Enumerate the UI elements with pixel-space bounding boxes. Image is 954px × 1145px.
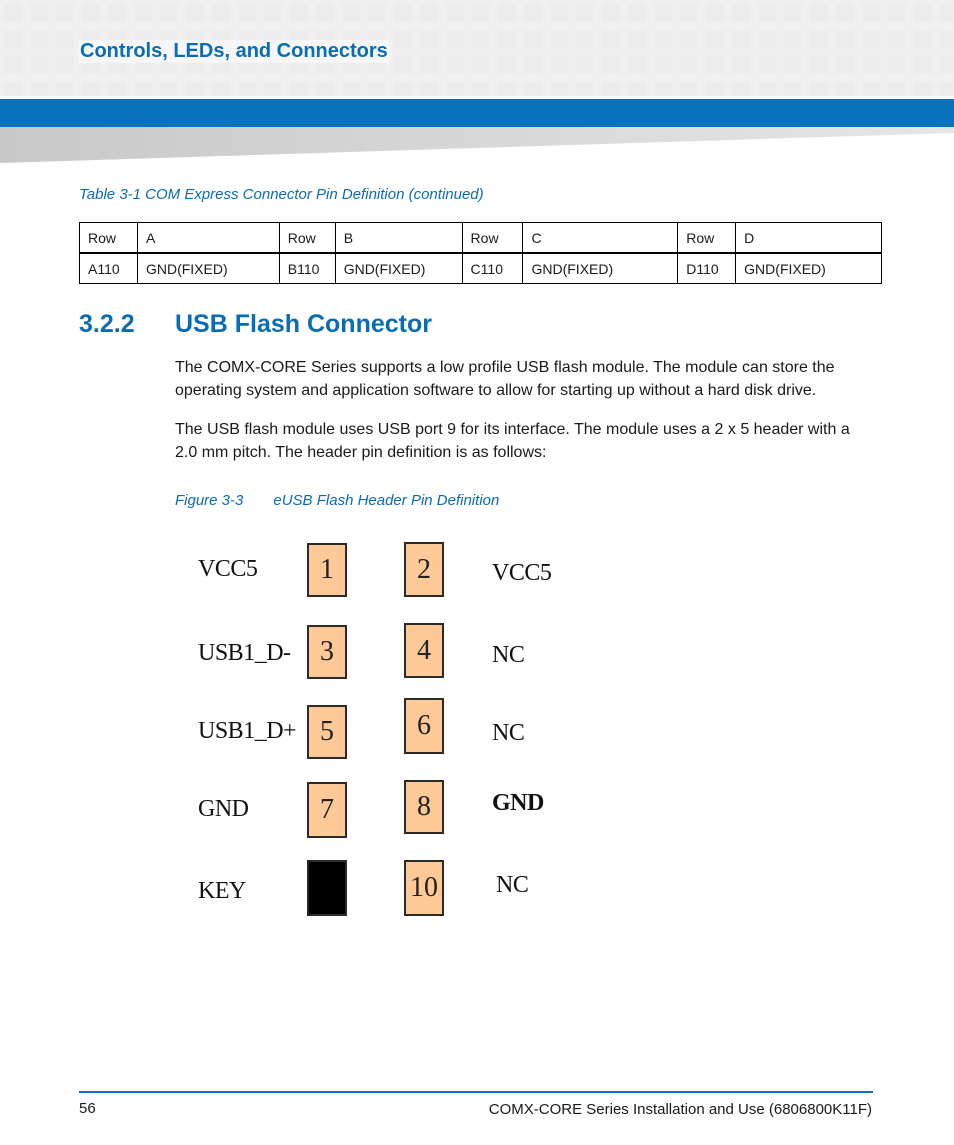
table-cell: B110 bbox=[279, 253, 335, 284]
header-pattern-square bbox=[524, 4, 542, 22]
pin-8: 8 bbox=[404, 780, 444, 834]
header-pattern-square bbox=[394, 4, 412, 22]
header-pattern-square bbox=[914, 56, 932, 74]
table-caption: Table 3-1 COM Express Connector Pin Definition (continued) bbox=[79, 186, 484, 203]
header-pattern-square bbox=[654, 4, 672, 22]
table-cell: GND(FIXED) bbox=[137, 253, 279, 284]
header-pattern-square bbox=[810, 30, 828, 48]
left-signal-label: KEY bbox=[198, 878, 246, 904]
header-pattern-square bbox=[888, 82, 906, 96]
header-pattern-square bbox=[758, 82, 776, 96]
header-pattern-square bbox=[56, 30, 74, 48]
header-pattern-square bbox=[732, 4, 750, 22]
header-pattern-square bbox=[862, 56, 880, 74]
header-pattern-square bbox=[602, 4, 620, 22]
header-pattern-square bbox=[628, 30, 646, 48]
header-pattern-square bbox=[446, 56, 464, 74]
table-row bbox=[80, 253, 882, 284]
header-pattern-square bbox=[680, 56, 698, 74]
header-pattern-square bbox=[368, 82, 386, 96]
pin-definition-table bbox=[79, 222, 882, 284]
header-pattern-square bbox=[888, 30, 906, 48]
right-signal-label: NC bbox=[492, 642, 525, 668]
header-pattern-square bbox=[784, 30, 802, 48]
header-pattern-square bbox=[654, 56, 672, 74]
header-pattern-square bbox=[30, 4, 48, 22]
header-pattern-square bbox=[446, 30, 464, 48]
header-pattern-square bbox=[394, 82, 412, 96]
key-pin bbox=[307, 860, 347, 916]
header-blue-band bbox=[0, 99, 954, 127]
header-pattern-square bbox=[836, 56, 854, 74]
header-pattern-square bbox=[30, 56, 48, 74]
right-signal-label: GND bbox=[492, 790, 544, 816]
figure-title: eUSB Flash Header Pin Definition bbox=[273, 492, 500, 509]
header-pattern-square bbox=[498, 56, 516, 74]
header-pattern-square bbox=[758, 4, 776, 22]
pin-6: 6 bbox=[404, 698, 444, 754]
column-header: Row bbox=[462, 223, 523, 254]
header-pattern-square bbox=[264, 82, 282, 96]
header-pattern-square bbox=[420, 56, 438, 74]
left-signal-label: GND bbox=[198, 796, 249, 822]
section-number: 3.2.2 bbox=[79, 310, 135, 338]
header-pattern-square bbox=[914, 4, 932, 22]
header-pattern-square bbox=[420, 82, 438, 96]
header-pattern-square bbox=[550, 56, 568, 74]
header-pattern-square bbox=[680, 82, 698, 96]
header-pattern-square bbox=[446, 4, 464, 22]
column-header: Row bbox=[80, 223, 138, 254]
header-pattern-square bbox=[576, 4, 594, 22]
header-pattern-square bbox=[654, 30, 672, 48]
header-pattern-square bbox=[394, 30, 412, 48]
column-header: D bbox=[736, 223, 882, 254]
header-pattern-square bbox=[342, 4, 360, 22]
section-title: USB Flash Connector bbox=[175, 310, 432, 338]
table-header-row bbox=[80, 223, 882, 254]
header-pattern-square bbox=[654, 82, 672, 96]
header-pattern-square bbox=[810, 82, 828, 96]
header-pattern-square bbox=[472, 4, 490, 22]
header-pattern-square bbox=[108, 4, 126, 22]
header-pattern-square bbox=[290, 82, 308, 96]
page-number: 56 bbox=[79, 1100, 96, 1117]
column-header: A bbox=[137, 223, 279, 254]
header-pattern-square bbox=[524, 56, 542, 74]
header-pattern-square bbox=[316, 4, 334, 22]
pin-10: 10 bbox=[404, 860, 444, 916]
header-pattern-square bbox=[160, 4, 178, 22]
pin-header-diagram bbox=[180, 530, 580, 930]
header-pattern-square bbox=[602, 82, 620, 96]
header-pattern-square bbox=[264, 4, 282, 22]
header-pattern-square bbox=[316, 82, 334, 96]
table-cell: GND(FIXED) bbox=[335, 253, 462, 284]
header-pattern-square bbox=[758, 30, 776, 48]
header-pattern-square bbox=[732, 56, 750, 74]
header-gray-wedge bbox=[0, 127, 954, 167]
header-pattern-square bbox=[706, 30, 724, 48]
header-pattern-square bbox=[342, 82, 360, 96]
left-signal-label: VCC5 bbox=[198, 556, 258, 582]
header-pattern-square bbox=[186, 4, 204, 22]
header-pattern-square bbox=[810, 4, 828, 22]
table-cell: GND(FIXED) bbox=[523, 253, 678, 284]
header-pattern-square bbox=[732, 82, 750, 96]
header-pattern-square bbox=[550, 4, 568, 22]
header-pattern-square bbox=[472, 56, 490, 74]
header-pattern-square bbox=[576, 56, 594, 74]
figure-label: Figure 3-3 bbox=[175, 492, 244, 509]
paragraph-1: The COMX-CORE Series supports a low profile USB flash module. The module can store the operating system and application software to allow for starting up without a hard disk drive. bbox=[175, 359, 835, 399]
header-pattern-square bbox=[550, 30, 568, 48]
header-pattern-square bbox=[628, 4, 646, 22]
header-pattern-square bbox=[836, 82, 854, 96]
header-pattern-square bbox=[498, 30, 516, 48]
left-signal-label: USB1_D- bbox=[198, 640, 291, 666]
header-pattern-square bbox=[82, 4, 100, 22]
header-pattern-square bbox=[56, 56, 74, 74]
document-title: COMX-CORE Series Installation and Use (6806800K11F) bbox=[488, 1101, 872, 1118]
header-pattern-square bbox=[524, 82, 542, 96]
header-pattern-square bbox=[186, 82, 204, 96]
header-pattern-square bbox=[940, 82, 954, 96]
header-pattern-square bbox=[680, 4, 698, 22]
table-cell: C110 bbox=[462, 253, 523, 284]
paragraph-2: The USB flash module uses USB port 9 for its interface. The module uses a 2 x 5 header with a 2.0 mm pitch. The header pin definition is as follows: bbox=[175, 421, 850, 461]
header-pattern-square bbox=[628, 82, 646, 96]
header-pattern-square bbox=[472, 82, 490, 96]
table-cell: GND(FIXED) bbox=[736, 253, 882, 284]
header-pattern-square bbox=[732, 30, 750, 48]
header-pattern-square bbox=[134, 4, 152, 22]
footer-rule bbox=[79, 1091, 873, 1093]
header-pattern-square bbox=[914, 82, 932, 96]
pin-4: 4 bbox=[404, 623, 444, 678]
header-pattern-square bbox=[862, 30, 880, 48]
table-cell: D110 bbox=[678, 253, 736, 284]
header-pattern-square bbox=[784, 82, 802, 96]
header-pattern-square bbox=[238, 4, 256, 22]
header-pattern-square bbox=[602, 56, 620, 74]
header-pattern-square bbox=[56, 82, 74, 96]
pin-1: 1 bbox=[307, 543, 347, 597]
header-pattern-square bbox=[784, 4, 802, 22]
header-pattern-square bbox=[862, 4, 880, 22]
header-pattern-square bbox=[784, 56, 802, 74]
header-pattern-square bbox=[238, 82, 256, 96]
column-header: Row bbox=[678, 223, 736, 254]
header-pattern-square bbox=[836, 4, 854, 22]
header-pattern-square bbox=[706, 82, 724, 96]
header-pattern-square bbox=[758, 56, 776, 74]
header-pattern-square bbox=[30, 30, 48, 48]
header-pattern-square bbox=[940, 56, 954, 74]
header-pattern-square bbox=[940, 30, 954, 48]
right-signal-label: VCC5 bbox=[492, 560, 552, 586]
header-pattern-square bbox=[368, 4, 386, 22]
header-pattern-square bbox=[862, 82, 880, 96]
header-pattern-square bbox=[472, 30, 490, 48]
header-pattern-square bbox=[524, 30, 542, 48]
header-pattern-square bbox=[706, 56, 724, 74]
header-pattern-square bbox=[394, 56, 412, 74]
header-pattern-square bbox=[576, 30, 594, 48]
header-pattern-square bbox=[56, 4, 74, 22]
header-pattern-square bbox=[30, 82, 48, 96]
header-pattern-square bbox=[212, 82, 230, 96]
header-pattern-square bbox=[82, 82, 100, 96]
header-pattern-square bbox=[940, 4, 954, 22]
header-pattern-square bbox=[498, 4, 516, 22]
header-pattern-square bbox=[498, 82, 516, 96]
header-pattern-square bbox=[836, 30, 854, 48]
header-pattern-square bbox=[4, 82, 22, 96]
header-pattern-square bbox=[628, 56, 646, 74]
header-pattern-square bbox=[134, 82, 152, 96]
column-header: C bbox=[523, 223, 678, 254]
header-pattern-square bbox=[212, 4, 230, 22]
header-pattern-square bbox=[420, 4, 438, 22]
table-cell: A110 bbox=[80, 253, 138, 284]
figure-caption bbox=[175, 492, 499, 509]
right-signal-label: NC bbox=[496, 872, 529, 898]
column-header: Row bbox=[279, 223, 335, 254]
right-signal-label: NC bbox=[492, 720, 525, 746]
header-pattern-square bbox=[4, 4, 22, 22]
header-pattern-square bbox=[888, 56, 906, 74]
header-pattern-square bbox=[108, 82, 126, 96]
header-pattern-square bbox=[550, 82, 568, 96]
header-pattern-square bbox=[576, 82, 594, 96]
pin-7: 7 bbox=[307, 782, 347, 838]
header-pattern-square bbox=[4, 30, 22, 48]
header-pattern-square bbox=[4, 56, 22, 74]
pin-2: 2 bbox=[404, 542, 444, 597]
header-pattern-square bbox=[706, 4, 724, 22]
header-pattern-square bbox=[446, 82, 464, 96]
header-pattern-square bbox=[914, 30, 932, 48]
header-pattern-square bbox=[602, 30, 620, 48]
pin-3: 3 bbox=[307, 625, 347, 679]
header-pattern-square bbox=[420, 30, 438, 48]
header-pattern-square bbox=[160, 82, 178, 96]
header-pattern-square bbox=[810, 56, 828, 74]
left-signal-label: USB1_D+ bbox=[198, 718, 297, 744]
column-header: B bbox=[335, 223, 462, 254]
header-pattern-square bbox=[680, 30, 698, 48]
running-title: Controls, LEDs, and Connectors bbox=[80, 40, 388, 62]
header-pattern-square bbox=[888, 4, 906, 22]
pin-5: 5 bbox=[307, 705, 347, 759]
section-heading bbox=[79, 310, 432, 339]
header-pattern-square bbox=[290, 4, 308, 22]
